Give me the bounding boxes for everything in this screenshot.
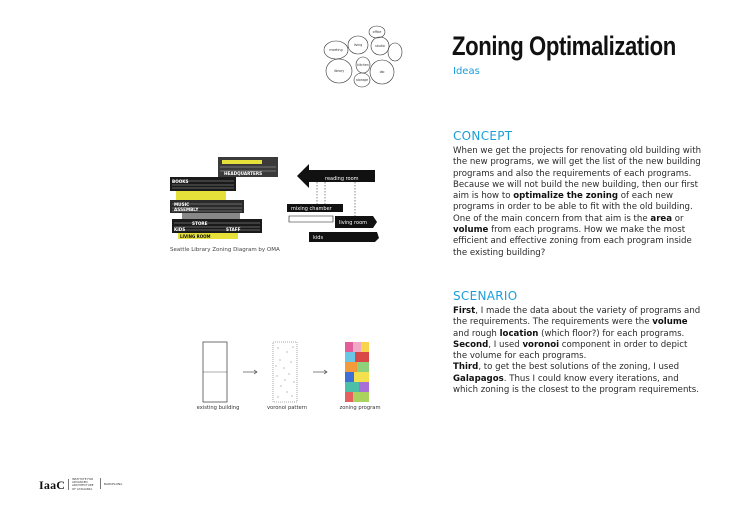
concept-heading: CONCEPT <box>453 129 513 143</box>
page-subtitle: Ideas <box>453 66 480 77</box>
oma-caption: Seattle Library Zoning Diagram by OMA <box>170 247 280 253</box>
label-zoning-program: zoning program <box>339 405 381 411</box>
oma-word: ASSEMBLY <box>174 207 199 212</box>
oma-word-diagram <box>168 155 278 245</box>
oma-section-diagram <box>285 158 381 248</box>
iaac-logo: IaaC <box>39 478 66 492</box>
bubble-diagram <box>322 20 404 92</box>
section-label: mixing chamber <box>291 206 332 212</box>
scenario-heading: SCENARIO <box>453 289 518 303</box>
logo-divider <box>68 479 69 490</box>
label-existing-building: existing building <box>196 405 240 411</box>
scenario-paragraph-1: First, I made the data about the variety of programs and the requirements. The requirements were the volume and rough location (which floor?) for each programs. <box>453 306 701 339</box>
oma-word: KIDS <box>174 227 186 232</box>
bubble-label: library <box>333 69 345 73</box>
oma-word: STORE <box>192 221 208 226</box>
logo-city: BARCELONA <box>104 482 123 486</box>
logo-divider <box>100 478 101 489</box>
zoning-program-block <box>345 342 369 402</box>
page-title: Zoning Optimalization <box>452 31 676 61</box>
oma-word: LIVING ROOM <box>180 234 211 239</box>
section-label: kids <box>313 235 324 241</box>
oma-word: BOOKS <box>172 179 189 184</box>
bubble-label: living <box>353 43 363 47</box>
scenario-paragraph-2: Second, I used voronoi component in order to depict the volume for each programs. <box>453 339 688 362</box>
bubble-label: meeting <box>329 48 343 52</box>
label-voronoi-pattern: voronoi pattern <box>266 405 308 411</box>
scenario-paragraph-3: Third, to get the best solutions of the zoning, I used Galapagos. Thus I could know every iterations, and which zoning is the closest to the program requirements. <box>453 362 699 396</box>
bubble <box>388 43 402 61</box>
arrow-icon <box>243 370 257 374</box>
bubble-label: kitchen <box>357 63 369 67</box>
section-label: living room <box>339 220 367 226</box>
section-label: reading room <box>325 176 359 182</box>
arrow-icon <box>313 370 327 374</box>
voronoi-box <box>273 342 297 402</box>
concept-text: When we get the projects for renovating old building with the new programs, we will get the list of the new building programs and also the requirements of each programs. Because we will not build the new building, then our first aim is how to optimalize the zoning of each new programs in order to be able to fit with the old building. One of the main concern from that aim is the area or volume from each programs. How we make the most efficient and effective zoning from each program inside the existing building? <box>453 146 702 258</box>
scenario-text <box>453 306 701 396</box>
oma-word: MUSIC <box>174 202 190 207</box>
oma-word: STAFF <box>226 227 241 232</box>
process-diagram <box>195 338 390 406</box>
oma-word: HEADQUARTERS <box>224 171 263 176</box>
bubble-label: storage <box>355 78 369 82</box>
logo-text: INSTITUTE FOR ADVANCED ARCHITECTURE OF CATALONIA <box>72 477 94 491</box>
bubble-label: lab <box>379 70 385 74</box>
bubble-label: office <box>372 30 382 34</box>
bubble-label: studio <box>375 44 385 48</box>
